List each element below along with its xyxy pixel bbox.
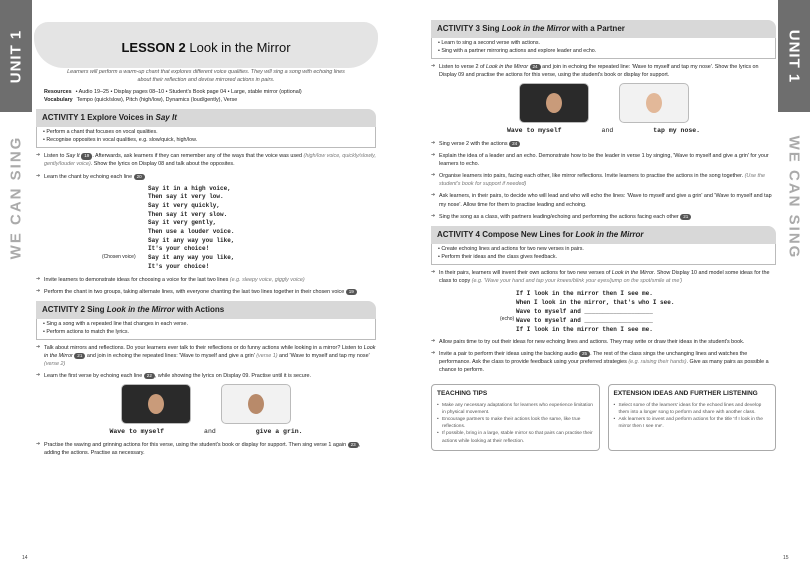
page-number-right: 15: [783, 555, 789, 561]
a3-para-2: ➔ Sing verse 2 with the actions 24: [431, 140, 776, 148]
audio-icon: 19: [346, 289, 357, 295]
audio-icon: 20: [134, 174, 145, 180]
lesson-heading: LESSON 2 Look in the Mirror: [121, 40, 291, 55]
photo-caption-1: Wave to myself and give a grin.: [109, 428, 303, 436]
a3-para-4: ➔ Organise learners into pairs, facing each other, like mirror reflections. Invite learners to practise the actions in the song together. (Use the student's book for support if needed): [431, 172, 776, 188]
activity-3-header: ACTIVITY 3 Sing Look in the Mirror with a Partner: [431, 20, 776, 38]
right-side-tab: [778, 0, 810, 573]
photo-girl-waving-2: [519, 83, 589, 123]
a4-para-2: ➔ Allow pairs time to try out their ideas for new echoing lines and actions. They may write or draw their ideas in the student's book.: [431, 338, 776, 346]
a3-para-5: ➔ Ask learners, in their pairs, to decide who will lead and who will echo the lines: 'Wave to myself and give a grin' and 'Wave to myself and tap my nose'. Allow time for them to practise leading and echoing.: [431, 192, 776, 208]
a2-para-3: ➔ Practise the waving and grinning actions for this verse, using the student's book or display for support. Then sing verse 1 again 23 , adding the actions. Practise as necessary.: [36, 441, 376, 457]
a4-para-1: ➔ In their pairs, learners will invent their own actions for two new verses of Look in the Mirror. Show Display 10 and model some ideas for the class to copy (e.g. 'Wave your hand and tap your knees/blink your eyes/jump on the spot/smile at me'): [431, 269, 776, 285]
audio-icon: 21: [74, 353, 85, 359]
a1-para-2: ➔ Learn the chant by echoing each line 20: [36, 173, 376, 181]
chant-lyrics: Say it in a high voice, Then say it very low. Say it very quickly, Then say it very slow. Say it very gently, Then use a louder voice. Say it any way you like, It's your choice! (Chosen voice) Say it any way you like, It's your choice!: [102, 184, 235, 270]
unit-title: WE CAN SING: [7, 135, 25, 259]
unit-label-right: UNIT 1: [785, 29, 803, 83]
unit-title-right: WE CAN SING: [785, 135, 803, 259]
a1-para-3: ➔ Invite learners to demonstrate ideas for choosing a voice for the last two lines (e.g. sleepy voice, giggly voice): [36, 276, 376, 284]
activity-3-objectives: • Learn to sing a second verse with actions. • Sing with a partner mirroring actions and explore leader and echo.: [431, 38, 776, 59]
activity-1-header: ACTIVITY 1 Explore Voices in Say It: [36, 109, 376, 127]
a4-para-3: ➔ Invite a pair to perform their ideas using the backing audio 25 . The rest of the class sings the unchanging lines and watches the performance. Ask the class to provide feedback using your preferred strategies (e.g. raising their hands). Give as many pairs as possible a chance to perform.: [431, 350, 776, 374]
a2-para-1: ➔ Talk about mirrors and reflections. Do your learners ever talk to their reflections or do funny actions while looking in a mirror? Listen to Look in the Mirror 21 and join in echoing the repeated lines: 'Wave to myself and give a grin' (verse 1) and 'Wave to myself and tap my nose' (verse 2): [36, 344, 376, 368]
unit-label: UNIT 1: [7, 29, 25, 83]
teaching-tips-box: TEACHING TIPS • Make any necessary adaptations for learners who experience limitation in physical movement. • Encourage partners to make their actions look the same, like true reflections. • If possible, bring in a large, stable mirror so that pairs can practise their actions while looking at their reflection.: [431, 384, 600, 451]
audio-icon: 22: [144, 373, 155, 379]
photo-girl-waving: [121, 384, 191, 424]
extension-ideas-box: EXTENSION IDEAS AND FURTHER LISTENING • Select some of the learners' ideas for the echoed lines and develop them into a longer song to perform and share with another class. • Ask learners to invent and perform actions for the title 'If I look in the mirror then I see me'.: [608, 384, 777, 451]
audio-icon: 19: [81, 153, 92, 159]
audio-icon: 24: [509, 141, 520, 147]
audio-icon: 21: [680, 214, 691, 220]
audio-icon: 23: [348, 442, 359, 448]
a3-para-6: ➔ Sing the song as a class, with partners leading/echoing and performing the actions facing each other 21: [431, 213, 776, 221]
photo-caption-2: Wave to myself and tap my nose.: [506, 127, 701, 135]
photo-boy-grinning: [221, 384, 291, 424]
photo-girl-tapping-nose: [619, 83, 689, 123]
resources: Resources • Audio 19–25 • Display pages 08–10 • Student's Book page 04 • Large, stable mirror (optional): [44, 88, 302, 95]
a2-para-2: ➔ Learn the first verse by echoing each line 22 , while showing the lyrics on Display 09. Practise until it is secure.: [36, 372, 376, 380]
verse-template: If I look in the mirror then I see me. When I look in the mirror, that's who I see. Wave to myself and ___________________ (echo) Wave to myself and ___________________ If I look in the mirror then I see me.: [500, 289, 675, 333]
activity-4-objectives: • Create echoing lines and actions for two new verses in pairs. • Perform their ideas and the class gives feedback.: [431, 244, 776, 265]
left-side-tab: [0, 0, 32, 573]
right-page: [405, 0, 810, 573]
lesson-intro: Learners will perform a warm-up chant that explores different voice qualities. They will sing a song with echoing lines about their reflection and devise mirrored actions in pairs.: [67, 68, 345, 83]
a1-para-1: ➔ Listen to Say It 19 . Afterwards, ask learners if they can remember any of the ways that the voice was used (high/low voice, quickly/slowly, gently/louder voice). Show the lyrics on Display 08 and talk about the opposites.: [36, 152, 376, 168]
activity-2-header: ACTIVITY 2 Sing Look in the Mirror with Actions: [36, 301, 376, 319]
a3-para-3: ➔ Explain the idea of a leader and an echo. Demonstrate how to be the leader in verse 1 by singing, 'Wave to myself and give a grin' for your learners to echo.: [431, 152, 776, 168]
audio-icon: 25: [579, 351, 590, 357]
audio-icon: 24: [530, 64, 541, 70]
page-number-left: 14: [22, 555, 28, 561]
activity-4-header: ACTIVITY 4 Compose New Lines for Look in the Mirror: [431, 226, 776, 244]
a3-para-1: ➔ Listen to verse 2 of Look in the Mirror 24 and join in echoing the repeated line: 'Wave to myself and tap my nose'. Show the lyrics on Display 09 and practise the actions for this verse, using the student's book or display for support.: [431, 63, 776, 79]
activity-2-objectives: • Sing a song with a repeated line that changes in each verse. • Perform actions to match the lyrics.: [36, 319, 376, 340]
a1-para-4: ➔ Perform the chant in two groups, taking alternate lines, with everyone chanting the last two lines together in their chosen voice 19: [36, 288, 376, 296]
vocabulary: Vocabulary Tempo (quick/slow), Pitch (high/low), Dynamics (loud/gently), Verse: [44, 97, 238, 104]
lesson-title: Look in the Mirror: [189, 40, 291, 55]
activity-1-objectives: • Perform a chant that focuses on vocal qualities. • Recognise opposites in vocal qualities, e.g. slow/quick, high/low.: [36, 127, 376, 148]
